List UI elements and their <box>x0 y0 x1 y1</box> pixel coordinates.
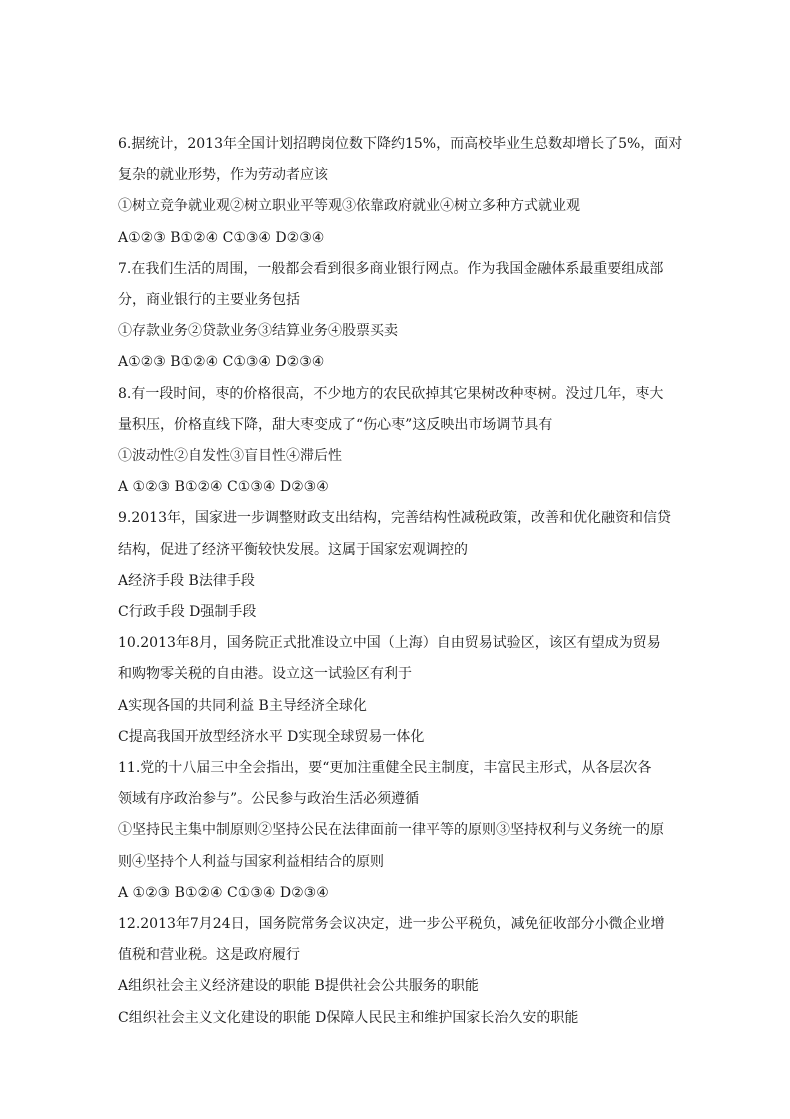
text-line: 11.党的十八届三中全会指出，要“更加注重健全民主制度，丰富民主形式，从各层次各 <box>118 760 652 776</box>
text-line: ①坚持民主集中制原则②坚持公民在法律面前一律平等的原则③坚持权利与义务统一的原 <box>118 822 664 838</box>
text-line: 量积压，价格直线下降，甜大枣变成了“伤心枣”这反映出市场调节具有 <box>118 417 553 433</box>
text-line: A①②③ B①②④ C①③④ D②③④ <box>118 354 325 370</box>
text-line: A实现各国的共同利益 B主导经济全球化 <box>118 698 367 714</box>
text-line: 7.在我们生活的周围，一般都会看到很多商业银行网点。作为我国金融体系最重要组成部 <box>118 261 664 277</box>
text-line: ①树立竞争就业观②树立职业平等观③依靠政府就业④树立多种方式就业观 <box>118 198 580 214</box>
text-line: A ①②③ B①②④ C①③④ D②③④ <box>118 885 329 901</box>
text-line: 结构，促进了经济平衡较快发展。这属于国家宏观调控的 <box>118 542 468 558</box>
text-line: A ①②③ B①②④ C①③④ D②③④ <box>118 479 329 495</box>
text-line: A组织社会主义经济建设的职能 B提供社会公共服务的职能 <box>118 978 479 994</box>
text-line: 值税和营业税。这是政府履行 <box>118 947 300 963</box>
text-line: 和购物零关税的自由港。设立这一试验区有利于 <box>118 666 412 682</box>
text-line: C组织社会主义文化建设的职能 D保障人民民主和维护国家长治久安的职能 <box>118 1010 579 1026</box>
text-line: 9.2013年，国家进一步调整财政支出结构，完善结构性减税政策，改善和优化融资和信贷 <box>118 510 671 526</box>
text-line: 10.2013年8月，国务院正式批准设立中国（上海）自由贸易试验区，该区有望成为贸易 <box>118 635 661 651</box>
text-line: C提高我国开放型经济水平 D实现全球贸易一体化 <box>118 729 425 745</box>
text-line: 复杂的就业形势，作为劳动者应该 <box>118 167 328 183</box>
text-line: 分，商业银行的主要业务包括 <box>118 292 300 308</box>
text-line: A①②③ B①②④ C①③④ D②③④ <box>118 230 325 246</box>
text-line: 12.2013年7月24日，国务院常务会议决定，进一步公平税负，减免征收部分小微企业增 <box>118 916 665 932</box>
text-line: 6.据统计，2013年全国计划招聘岗位数下降约15%，而高校毕业生总数却增长了5%，面对 <box>118 136 683 152</box>
text-line: A经济手段 B法律手段 <box>118 573 255 589</box>
text-line: 8.有一段时间，枣的价格很高，不少地方的农民砍掉其它果树改种枣树。没过几年，枣大 <box>118 386 664 402</box>
text-line: C行政手段 D强制手段 <box>118 604 257 620</box>
text-line: 则④坚持个人利益与国家利益相结合的原则 <box>118 854 384 870</box>
text-line: 领域有序政治参与”。公民参与政治生活必须遵循 <box>118 791 420 807</box>
text-line: ①波动性②自发性③盲目性④滞后性 <box>118 448 342 464</box>
text-line: ①存款业务②贷款业务③结算业务④股票买卖 <box>118 323 398 339</box>
